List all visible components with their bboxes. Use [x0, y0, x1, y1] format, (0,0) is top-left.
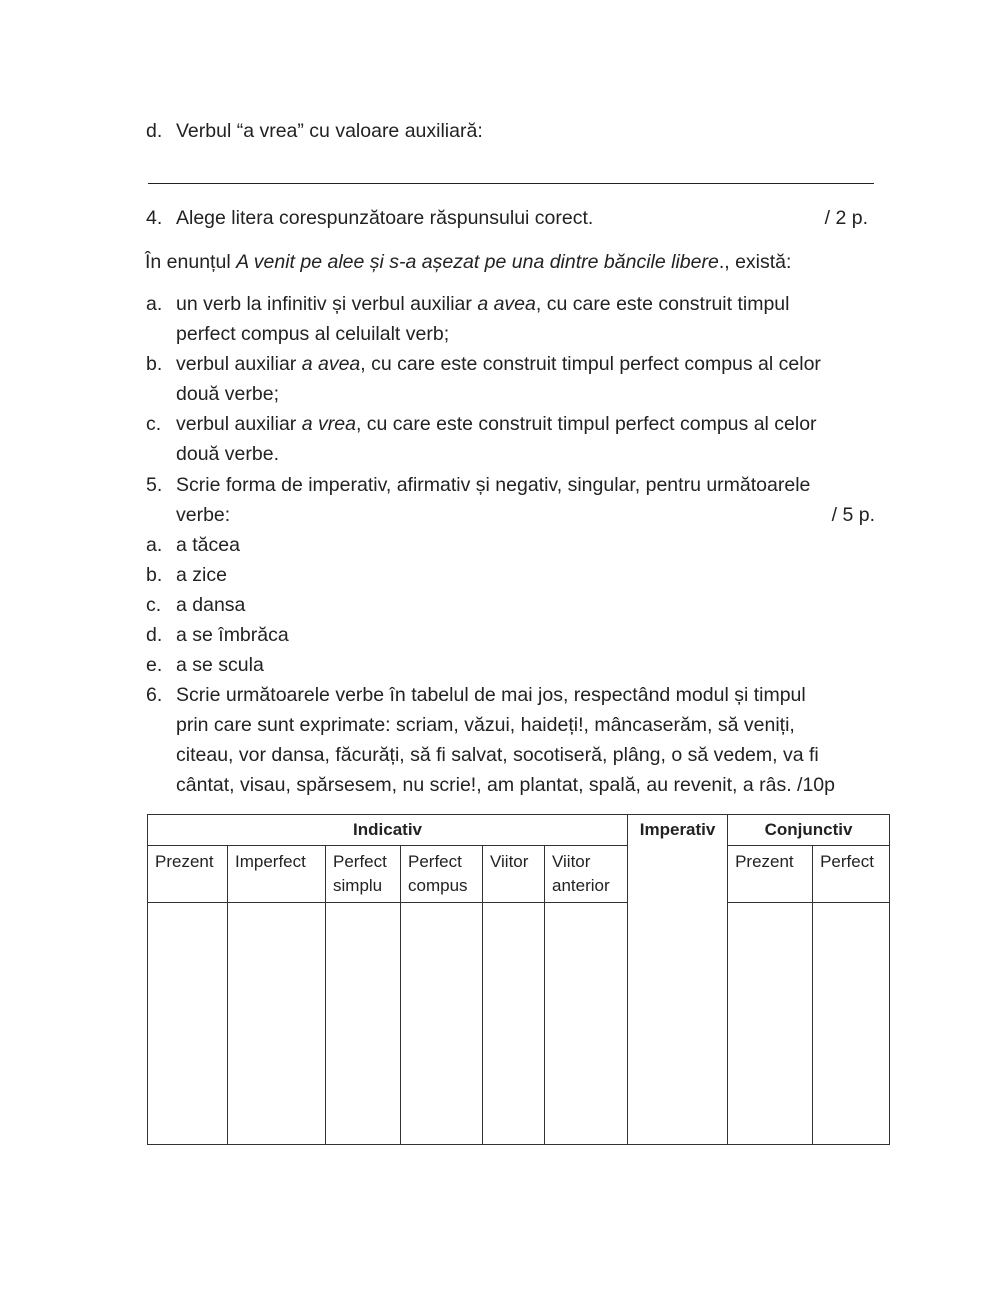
question-text: citeau, vor dansa, făcurăți, să fi salvat, socotiseră, plâng, o să vedem, va fi	[176, 744, 819, 766]
col-perfect-simplu: Perfect simplu	[326, 846, 401, 903]
question-text: Scrie următoarele verbe în tabelul de mai jos, respectând modul și timpul	[176, 684, 806, 706]
verb-marker: b.	[146, 564, 163, 586]
table-answer-row	[148, 903, 890, 1145]
question-text-2: verbe:	[176, 504, 231, 526]
verb-text: a zice	[176, 564, 227, 586]
option-marker: c.	[146, 413, 162, 435]
option-line-2: perfect compus al celuilalt verb;	[176, 323, 450, 345]
col-perfect-compus: Perfect compus	[401, 846, 483, 903]
sentence-suffix: ., există:	[718, 251, 792, 273]
col-conj-prezent: Prezent	[728, 846, 813, 903]
answer-cell[interactable]	[483, 903, 545, 1145]
verb-text: a tăcea	[176, 534, 240, 556]
verb-text: a se scula	[176, 654, 264, 676]
option-line-1: verbul auxiliar a avea, cu care este construit timpul perfect compus al celor	[176, 353, 821, 375]
question-text: prin care sunt exprimate: scriam, văzui, haideți!, mâncaserăm, să veniți,	[176, 714, 795, 736]
option-line-1: un verb la infinitiv și verbul auxiliar a avea, cu care este construit timpul	[176, 293, 790, 315]
option-line-1: verbul auxiliar a vrea, cu care este construit timpul perfect compus al celor	[176, 413, 817, 435]
verb-marker: d.	[146, 624, 163, 646]
verb-text: a se îmbrăca	[176, 624, 289, 646]
group-indicativ: Indicativ	[148, 815, 628, 846]
answer-cell[interactable]	[545, 903, 628, 1145]
option-line-2: două verbe.	[176, 443, 279, 465]
verb-marker: a.	[146, 534, 163, 556]
verb-marker: c.	[146, 594, 162, 616]
answer-cell[interactable]	[148, 903, 228, 1145]
group-conjunctiv: Conjunctiv	[728, 815, 890, 846]
question-number: 5.	[146, 474, 163, 496]
verb-table	[147, 814, 890, 1145]
verb-text: a dansa	[176, 594, 246, 616]
answer-cell[interactable]	[326, 903, 401, 1145]
answer-cell[interactable]	[813, 903, 890, 1145]
table-group-row	[148, 815, 890, 846]
col-imperfect: Imperfect	[228, 846, 326, 903]
sentence-quote: A venit pe alee și s-a așezat pe una dintre băncile libere	[236, 251, 719, 273]
item-text: Verbul “a vrea” cu valoare auxiliară:	[176, 120, 483, 142]
item-marker: d.	[146, 120, 163, 142]
col-viitor-anterior: Viitor anterior	[545, 846, 628, 903]
question-number: 4.	[146, 207, 163, 229]
question-text: Alege litera corespunzătoare răspunsului corect.	[176, 207, 594, 229]
question-number: 6.	[146, 684, 163, 706]
question-points: / 2 p.	[824, 207, 868, 229]
table-header-row	[148, 846, 890, 903]
answer-cell[interactable]	[728, 903, 813, 1145]
question-points: / 5 p.	[831, 504, 875, 526]
verb-marker: e.	[146, 654, 163, 676]
option-marker: b.	[146, 353, 163, 375]
option-marker: a.	[146, 293, 163, 315]
question-text: cântat, visau, spărsesem, nu scrie!, am plantat, spală, au revenit, a râs. /10p	[176, 774, 836, 796]
option-line-2: două verbe;	[176, 383, 279, 405]
sentence-prefix: În enunțul	[145, 251, 237, 273]
group-imperativ: Imperativ	[628, 815, 728, 1145]
col-conj-perfect: Perfect	[813, 846, 890, 903]
example-sentence	[145, 251, 885, 274]
answer-cell[interactable]	[401, 903, 483, 1145]
answer-cell[interactable]	[228, 903, 326, 1145]
answer-line	[148, 183, 874, 184]
question-text: Scrie forma de imperativ, afirmativ și negativ, singular, pentru următoarele	[176, 474, 811, 496]
col-prezent: Prezent	[148, 846, 228, 903]
col-viitor: Viitor	[483, 846, 545, 903]
